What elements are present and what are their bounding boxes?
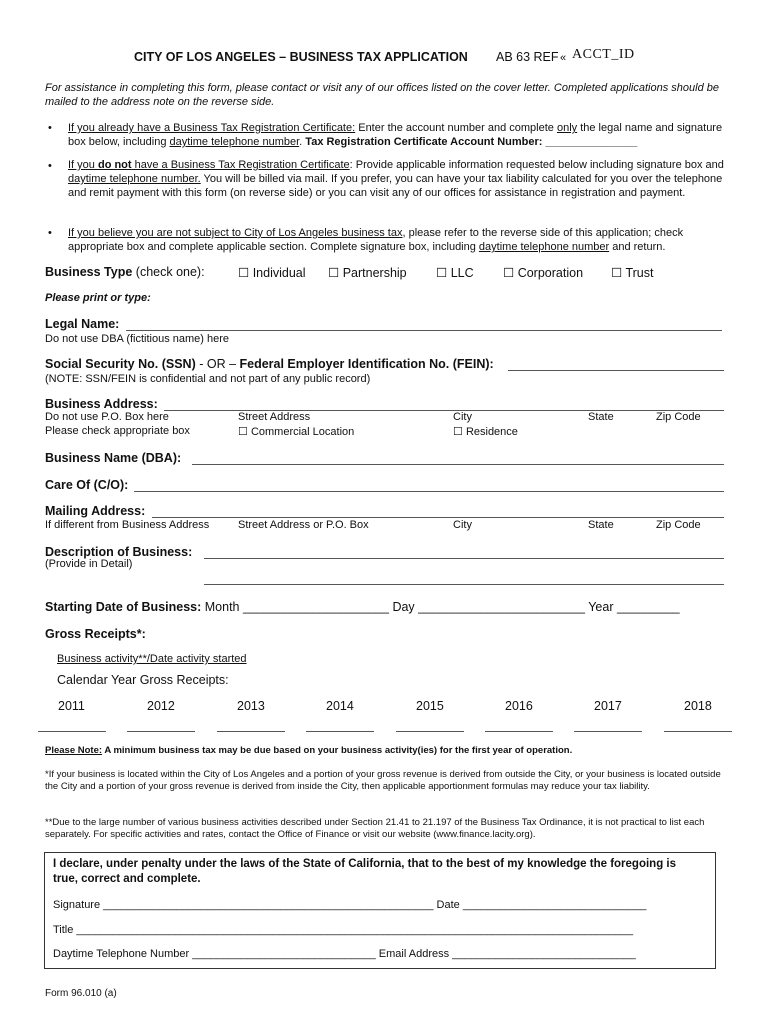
residence-label: Residence <box>465 426 518 438</box>
ref-label: AB 63 REF <box>496 50 559 64</box>
option-label: Trust <box>625 266 654 280</box>
option-individual[interactable] <box>238 265 306 280</box>
bullet-3-u1: If you believe you are not subject to City of Los Angeles business tax <box>68 227 403 239</box>
bullet-icon: • <box>48 122 52 134</box>
year-label: 2015 <box>416 699 444 713</box>
bullet-1-t1: Enter the account number and complete <box>355 122 557 134</box>
legal-name-note: Do not use DBA (fictitious name) here <box>45 333 230 345</box>
ref-mark: « <box>560 52 567 64</box>
year-label: 2011 <box>58 699 85 713</box>
business-activity-label: Business activity**/Date activity started <box>57 653 247 665</box>
checkbox-icon[interactable]: ☐ <box>328 266 340 280</box>
calendar-receipts-label: Calendar Year Gross Receipts: <box>57 673 229 687</box>
dba-label: Business Name (DBA): <box>45 451 182 465</box>
ssn-label <box>45 357 494 371</box>
business-address-note1: Do not use P.O. Box here <box>45 411 169 423</box>
state-label: State <box>588 411 614 423</box>
bullet-3-t1: , please refer to the reverse side of this application; check appropriate box and complete applicable section. Complete signature box, including <box>68 227 684 253</box>
mailing-zip-label: Zip Code <box>656 519 701 531</box>
bullet-2-u1c: have a Business Tax Registration Certificate <box>131 159 350 171</box>
checkbox-icon[interactable]: ☐ <box>611 266 623 280</box>
commercial-location-option[interactable] <box>238 425 354 438</box>
contact-fields[interactable] <box>53 948 636 960</box>
year-label: 2014 <box>326 699 354 713</box>
description-field[interactable] <box>204 558 724 559</box>
bullet-3-u2: daytime telephone number <box>478 241 610 253</box>
checkbox-icon[interactable]: ☐ <box>436 266 448 280</box>
mailing-address-field[interactable] <box>152 517 724 518</box>
year-receipts-field[interactable] <box>127 731 195 732</box>
legal-name-field[interactable] <box>126 330 722 331</box>
please-note-label: Please Note: <box>45 745 103 756</box>
print-type-note: Please print or type: <box>45 292 151 304</box>
business-type <box>45 265 205 279</box>
start-date-label: Starting Date of Business: <box>45 600 202 614</box>
ssn-label-b: - OR – <box>195 357 240 371</box>
year-label: 2018 <box>684 699 712 713</box>
bullet-2-u1a: If you <box>68 159 98 171</box>
year-receipts-field[interactable] <box>306 731 374 732</box>
checkbox-icon[interactable]: ☐ <box>503 266 515 280</box>
dba-field[interactable] <box>192 464 724 465</box>
please-note <box>45 745 735 757</box>
bullet-2 <box>68 158 728 200</box>
mailing-city-label: City <box>453 519 472 531</box>
year-receipts-field[interactable] <box>38 731 106 732</box>
ssn-label-a: Social Security No. (SSN) <box>45 357 196 371</box>
bullet-1 <box>68 121 728 149</box>
please-note-text: A minimum business tax may be due based on your business activity(ies) for the first year of operation. <box>102 745 573 756</box>
business-address-note2: Please check appropriate box <box>45 425 190 437</box>
ssn-note: (NOTE: SSN/FEIN is confidential and not part of any public record) <box>45 373 371 385</box>
description-label: Description of Business: <box>45 545 193 559</box>
dstar-note: **Due to the large number of various business activities described under Section 21.41 to 21.197 of the Business Tax Ordinance, it is not practical to list each separately. For specific activities and rates, contact the Office of Finance or visit our website (www.finance.lacity.org). <box>45 817 705 840</box>
year-receipts-field[interactable] <box>485 731 553 732</box>
signature-label[interactable]: Signature ______________________________________________________ <box>53 899 434 911</box>
account-id: ACCT_ID <box>572 47 635 62</box>
option-partnership[interactable] <box>328 265 407 280</box>
form-number: Form 96.010 (a) <box>45 988 117 999</box>
business-address-label: Business Address: <box>45 397 158 411</box>
bullet-icon: • <box>48 227 52 239</box>
year-receipts-field[interactable] <box>217 731 285 732</box>
year-label: 2017 <box>594 699 622 713</box>
bullet-2-u1b: do not <box>97 159 132 171</box>
mailing-state-label: State <box>588 519 614 531</box>
bullet-1-u2: only <box>556 122 578 134</box>
bullet-1-u3: daytime telephone number <box>169 136 300 148</box>
checkbox-icon[interactable]: ☐ <box>238 266 250 280</box>
bullet-3-t2: and return. <box>609 241 666 253</box>
residence-option[interactable] <box>453 425 518 438</box>
star-note: *If your business is located within the City of Los Angeles and a portion of your gross revenue is derived from outside the City, or your business is located outside the City and a portion of your gross revenue is derived from inside the City, then applicable apportionment formulas may reduce your tax liability. <box>45 769 721 792</box>
checkbox-icon[interactable]: ☐ <box>238 426 248 438</box>
commercial-label: Commercial Location <box>250 426 355 438</box>
ssn-field[interactable] <box>508 370 724 371</box>
care-of-field[interactable] <box>134 491 724 492</box>
mailing-address-label: Mailing Address: <box>45 504 146 518</box>
year-label: 2012 <box>147 699 175 713</box>
start-day-field[interactable]: Day ________________________ <box>388 600 585 614</box>
option-label: Individual <box>252 266 306 280</box>
account-number-field[interactable]: Tax Registration Certificate Account Number: _______________ <box>305 136 638 148</box>
city-label: City <box>453 411 472 423</box>
street-address-label: Street Address <box>238 411 311 423</box>
zip-label: Zip Code <box>656 411 701 423</box>
title-field[interactable]: Title ___________________________________________________________________________________________ <box>53 924 634 936</box>
start-month-field[interactable]: Month _____________________ <box>201 600 389 614</box>
mailing-note: If different from Business Address <box>45 519 210 531</box>
declaration-box <box>44 852 716 969</box>
bullet-1-t2: the legal name and signature box below, including <box>68 122 723 148</box>
bullet-3 <box>68 226 728 254</box>
bullet-1-u1: If you already have a Business Tax Registration Certificate: <box>68 122 356 134</box>
declaration-text: I declare, under penalty under the laws of the State of California, that to the best of my knowledge the foregoing is true, correct and complete. <box>53 858 676 885</box>
mailing-street-label: Street Address or P.O. Box <box>238 519 369 531</box>
year-receipts-field[interactable] <box>664 731 732 732</box>
ssn-label-c: Federal Employer Identification No. (FEIN): <box>239 357 494 371</box>
care-of-label: Care Of (C/O): <box>45 478 129 492</box>
option-trust[interactable] <box>611 265 653 280</box>
date-field[interactable]: Date ______________________________ <box>433 899 647 911</box>
start-date[interactable] <box>45 600 680 614</box>
option-llc[interactable] <box>436 265 474 280</box>
checkbox-icon[interactable]: ☐ <box>453 426 463 438</box>
year-label: 2013 <box>237 699 265 713</box>
start-year-field[interactable]: Year _________ <box>585 600 680 614</box>
form-title: CITY OF LOS ANGELES – BUSINESS TAX APPLICATION <box>134 50 468 64</box>
email-field[interactable]: Email Address ______________________________ <box>375 948 636 960</box>
year-receipts-field[interactable] <box>396 731 464 732</box>
gross-receipts-label: Gross Receipts*: <box>45 627 146 641</box>
year-label: 2016 <box>505 699 533 713</box>
description-field-2[interactable] <box>204 584 724 585</box>
bullet-icon: • <box>48 160 52 172</box>
signature-field[interactable] <box>53 899 646 911</box>
year-receipts-field[interactable] <box>574 731 642 732</box>
description-note: (Provide in Detail) <box>45 558 133 570</box>
option-corporation[interactable] <box>503 265 583 280</box>
bullet-2-t2: You will be billed via mail. If you prefer, you can have your tax liability calculated for you over the telephone and remit payment with this form (on reverse side) or you can visit any of our offices for assistance in registration and payment. <box>68 173 723 199</box>
bullet-2-u2: daytime telephone number. <box>68 173 201 185</box>
business-type-hint: (check one): <box>132 265 205 279</box>
bullet-2-t1: : Provide applicable information requested below including signature box and <box>349 159 724 171</box>
bullet-1-t3: . <box>299 136 306 148</box>
option-label: LLC <box>450 266 474 280</box>
phone-field[interactable]: Daytime Telephone Number ______________________________ <box>53 948 376 960</box>
legal-name-label: Legal Name: <box>45 317 120 331</box>
business-type-label: Business Type <box>45 265 133 279</box>
option-label: Corporation <box>517 266 584 280</box>
assistance-text: For assistance in completing this form, please contact or visit any of our offices listed on the cover letter. Completed applications should be mailed to the address note on the reverse side. <box>45 82 719 108</box>
option-label: Partnership <box>342 266 407 280</box>
